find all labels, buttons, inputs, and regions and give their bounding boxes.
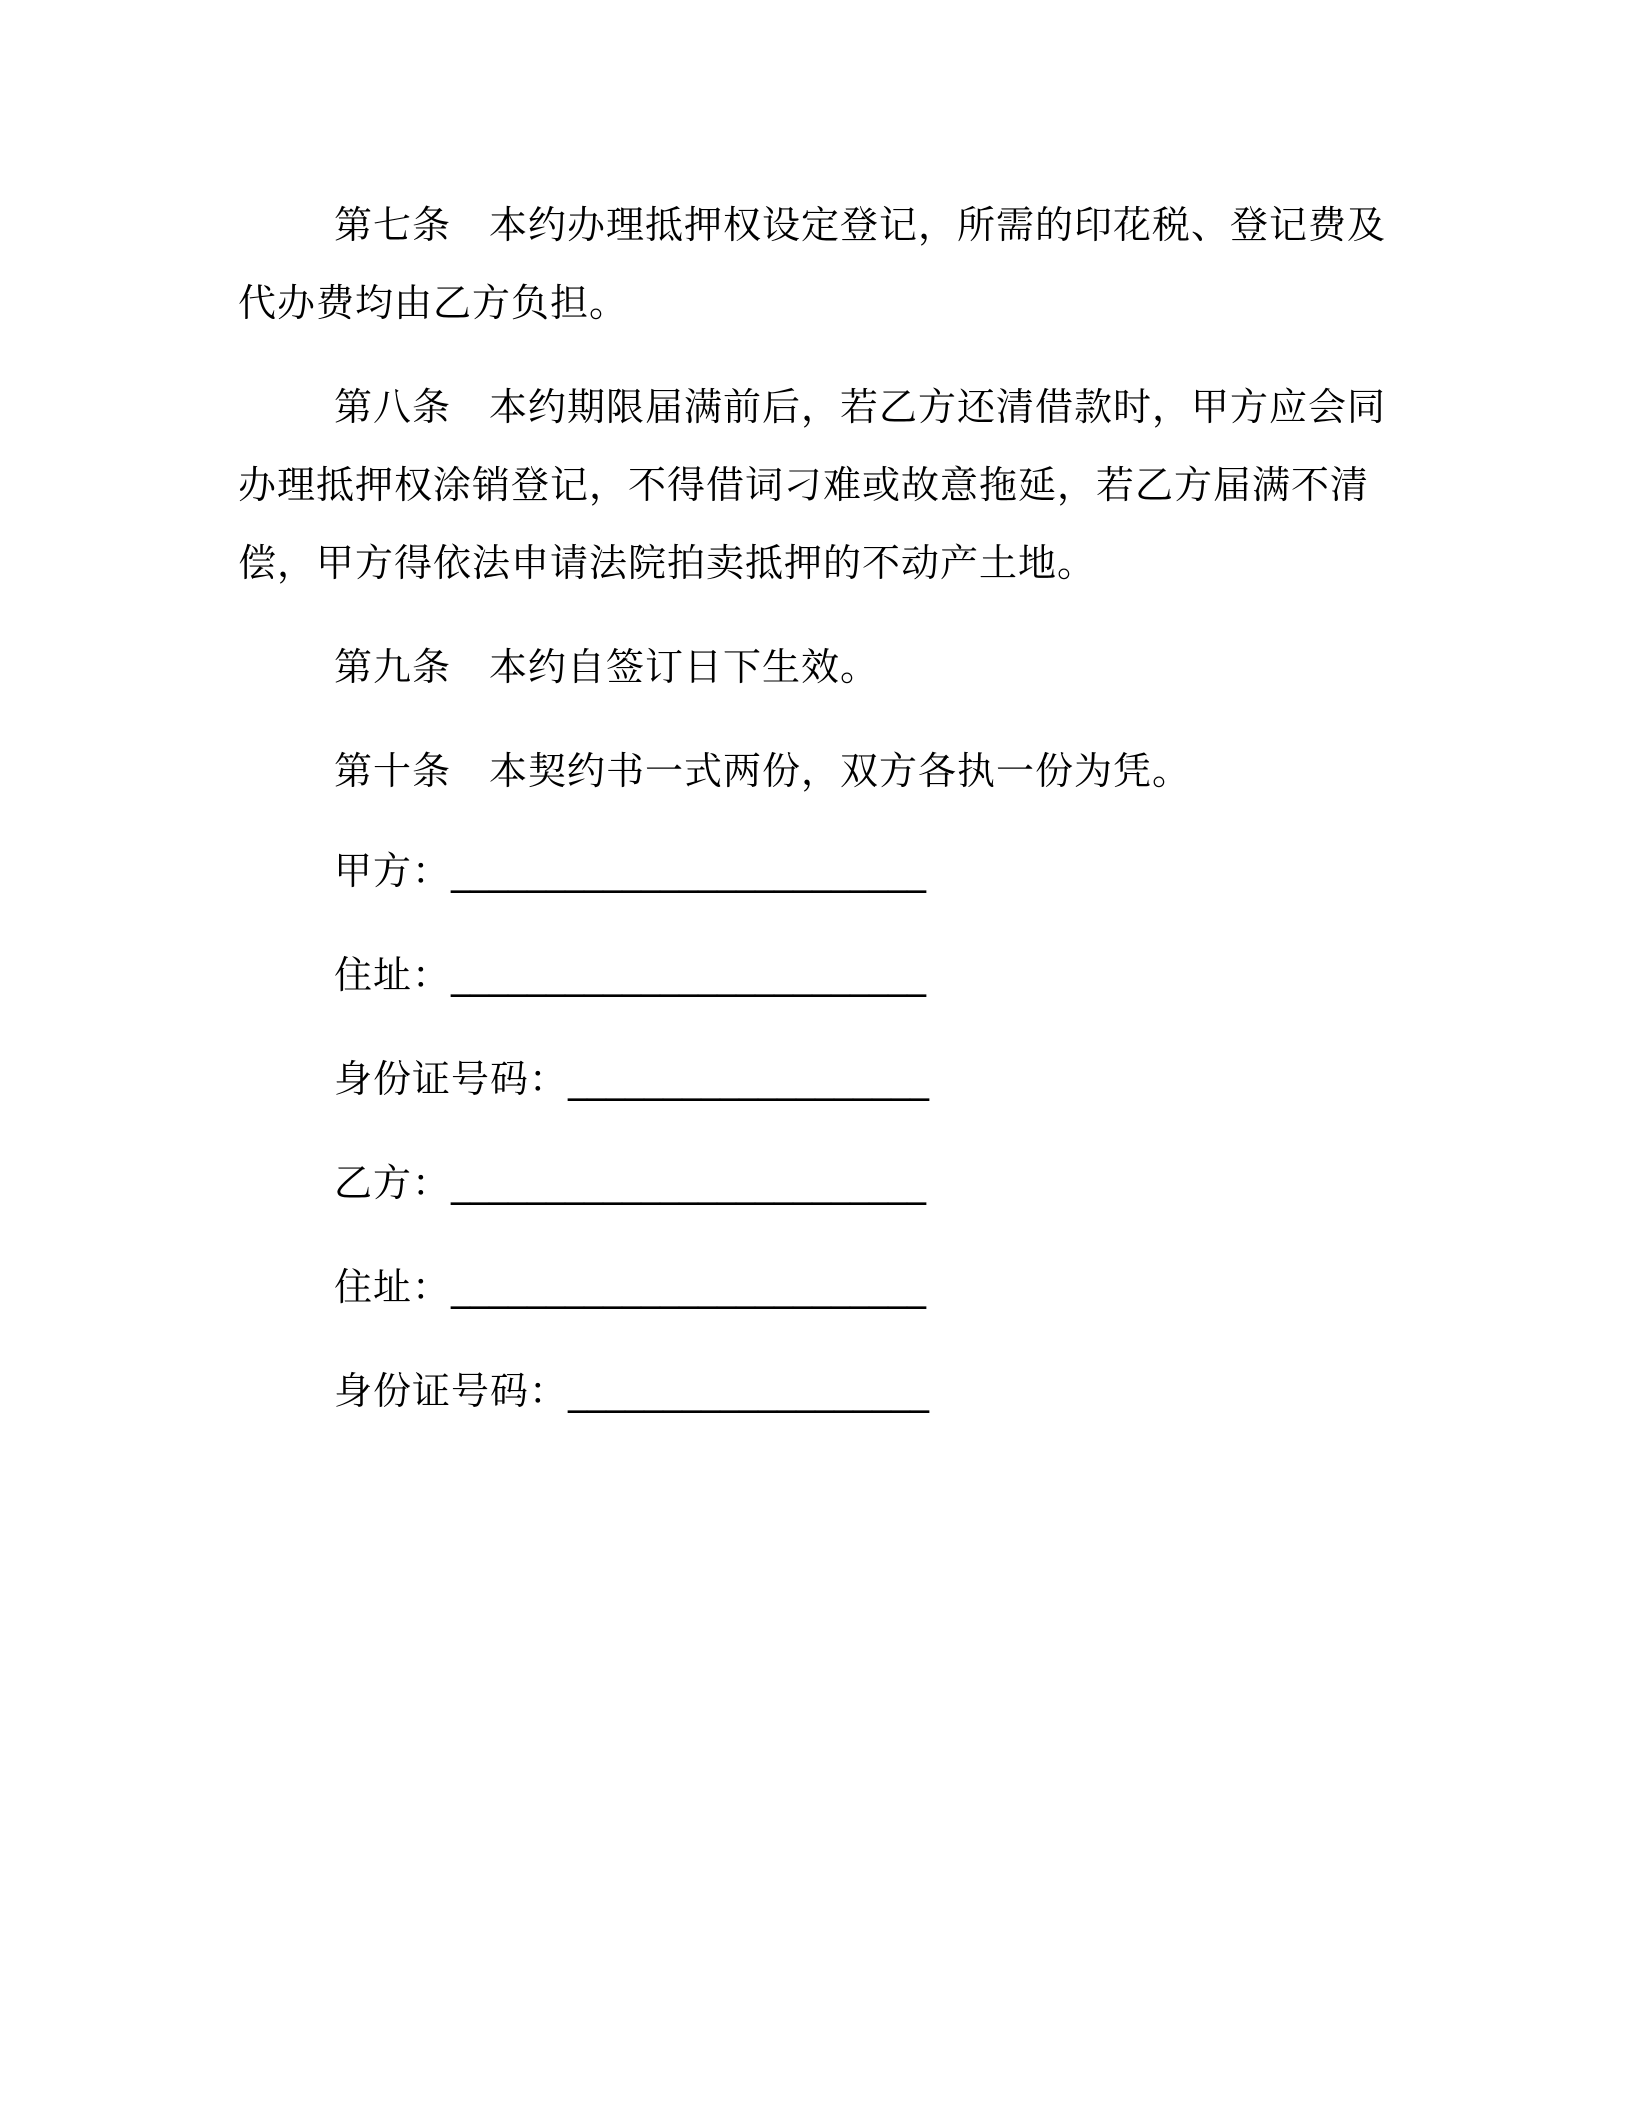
signature-blank: _________________________ [451, 1161, 927, 1205]
field-label: 身份证号码： [334, 1369, 569, 1413]
field-label: 身份证号码： [334, 1057, 569, 1101]
party-a-address-line [238, 936, 1388, 1014]
party-b-address-line [238, 1248, 1388, 1326]
article-9 [238, 628, 1388, 706]
article-number: 第七条 [334, 203, 452, 247]
signature-blank: _________________________ [451, 953, 927, 997]
article-number: 第八条 [334, 385, 452, 429]
signature-block [238, 832, 1388, 1430]
article-number: 第九条 [334, 645, 452, 689]
article-8 [238, 368, 1388, 602]
signature-blank: ___________________ [568, 1369, 930, 1413]
signature-blank: ___________________ [568, 1057, 930, 1101]
signature-blank: _________________________ [451, 1265, 927, 1309]
article-text: 本约办理抵押权设定登记，所需的印花税、登记费及代办费均由乙方负担。 [238, 203, 1387, 325]
signature-blank: _________________________ [451, 849, 927, 893]
article-text: 本契约书一式两份，双方各执一份为凭。 [489, 749, 1192, 793]
field-label: 住址： [334, 1265, 452, 1309]
article-text: 本约期限届满前后，若乙方还清借款时，甲方应会同办理抵押权涂销登记，不得借词刁难或故意拖延，若乙方届满不清偿，甲方得依法申请法院拍卖抵押的不动产土地。 [238, 385, 1387, 585]
article-number: 第十条 [334, 749, 452, 793]
party-b-name-line [238, 1144, 1388, 1222]
field-label: 住址： [334, 953, 452, 997]
party-b-id-line [238, 1352, 1388, 1430]
field-label: 甲方： [334, 849, 452, 893]
field-label: 乙方： [334, 1161, 452, 1205]
party-a-id-line [238, 1040, 1388, 1118]
document-body [238, 186, 1388, 1456]
article-7 [238, 186, 1388, 342]
article-10 [238, 732, 1388, 810]
article-text: 本约自签订日下生效。 [489, 645, 880, 689]
party-a-name-line [238, 832, 1388, 910]
